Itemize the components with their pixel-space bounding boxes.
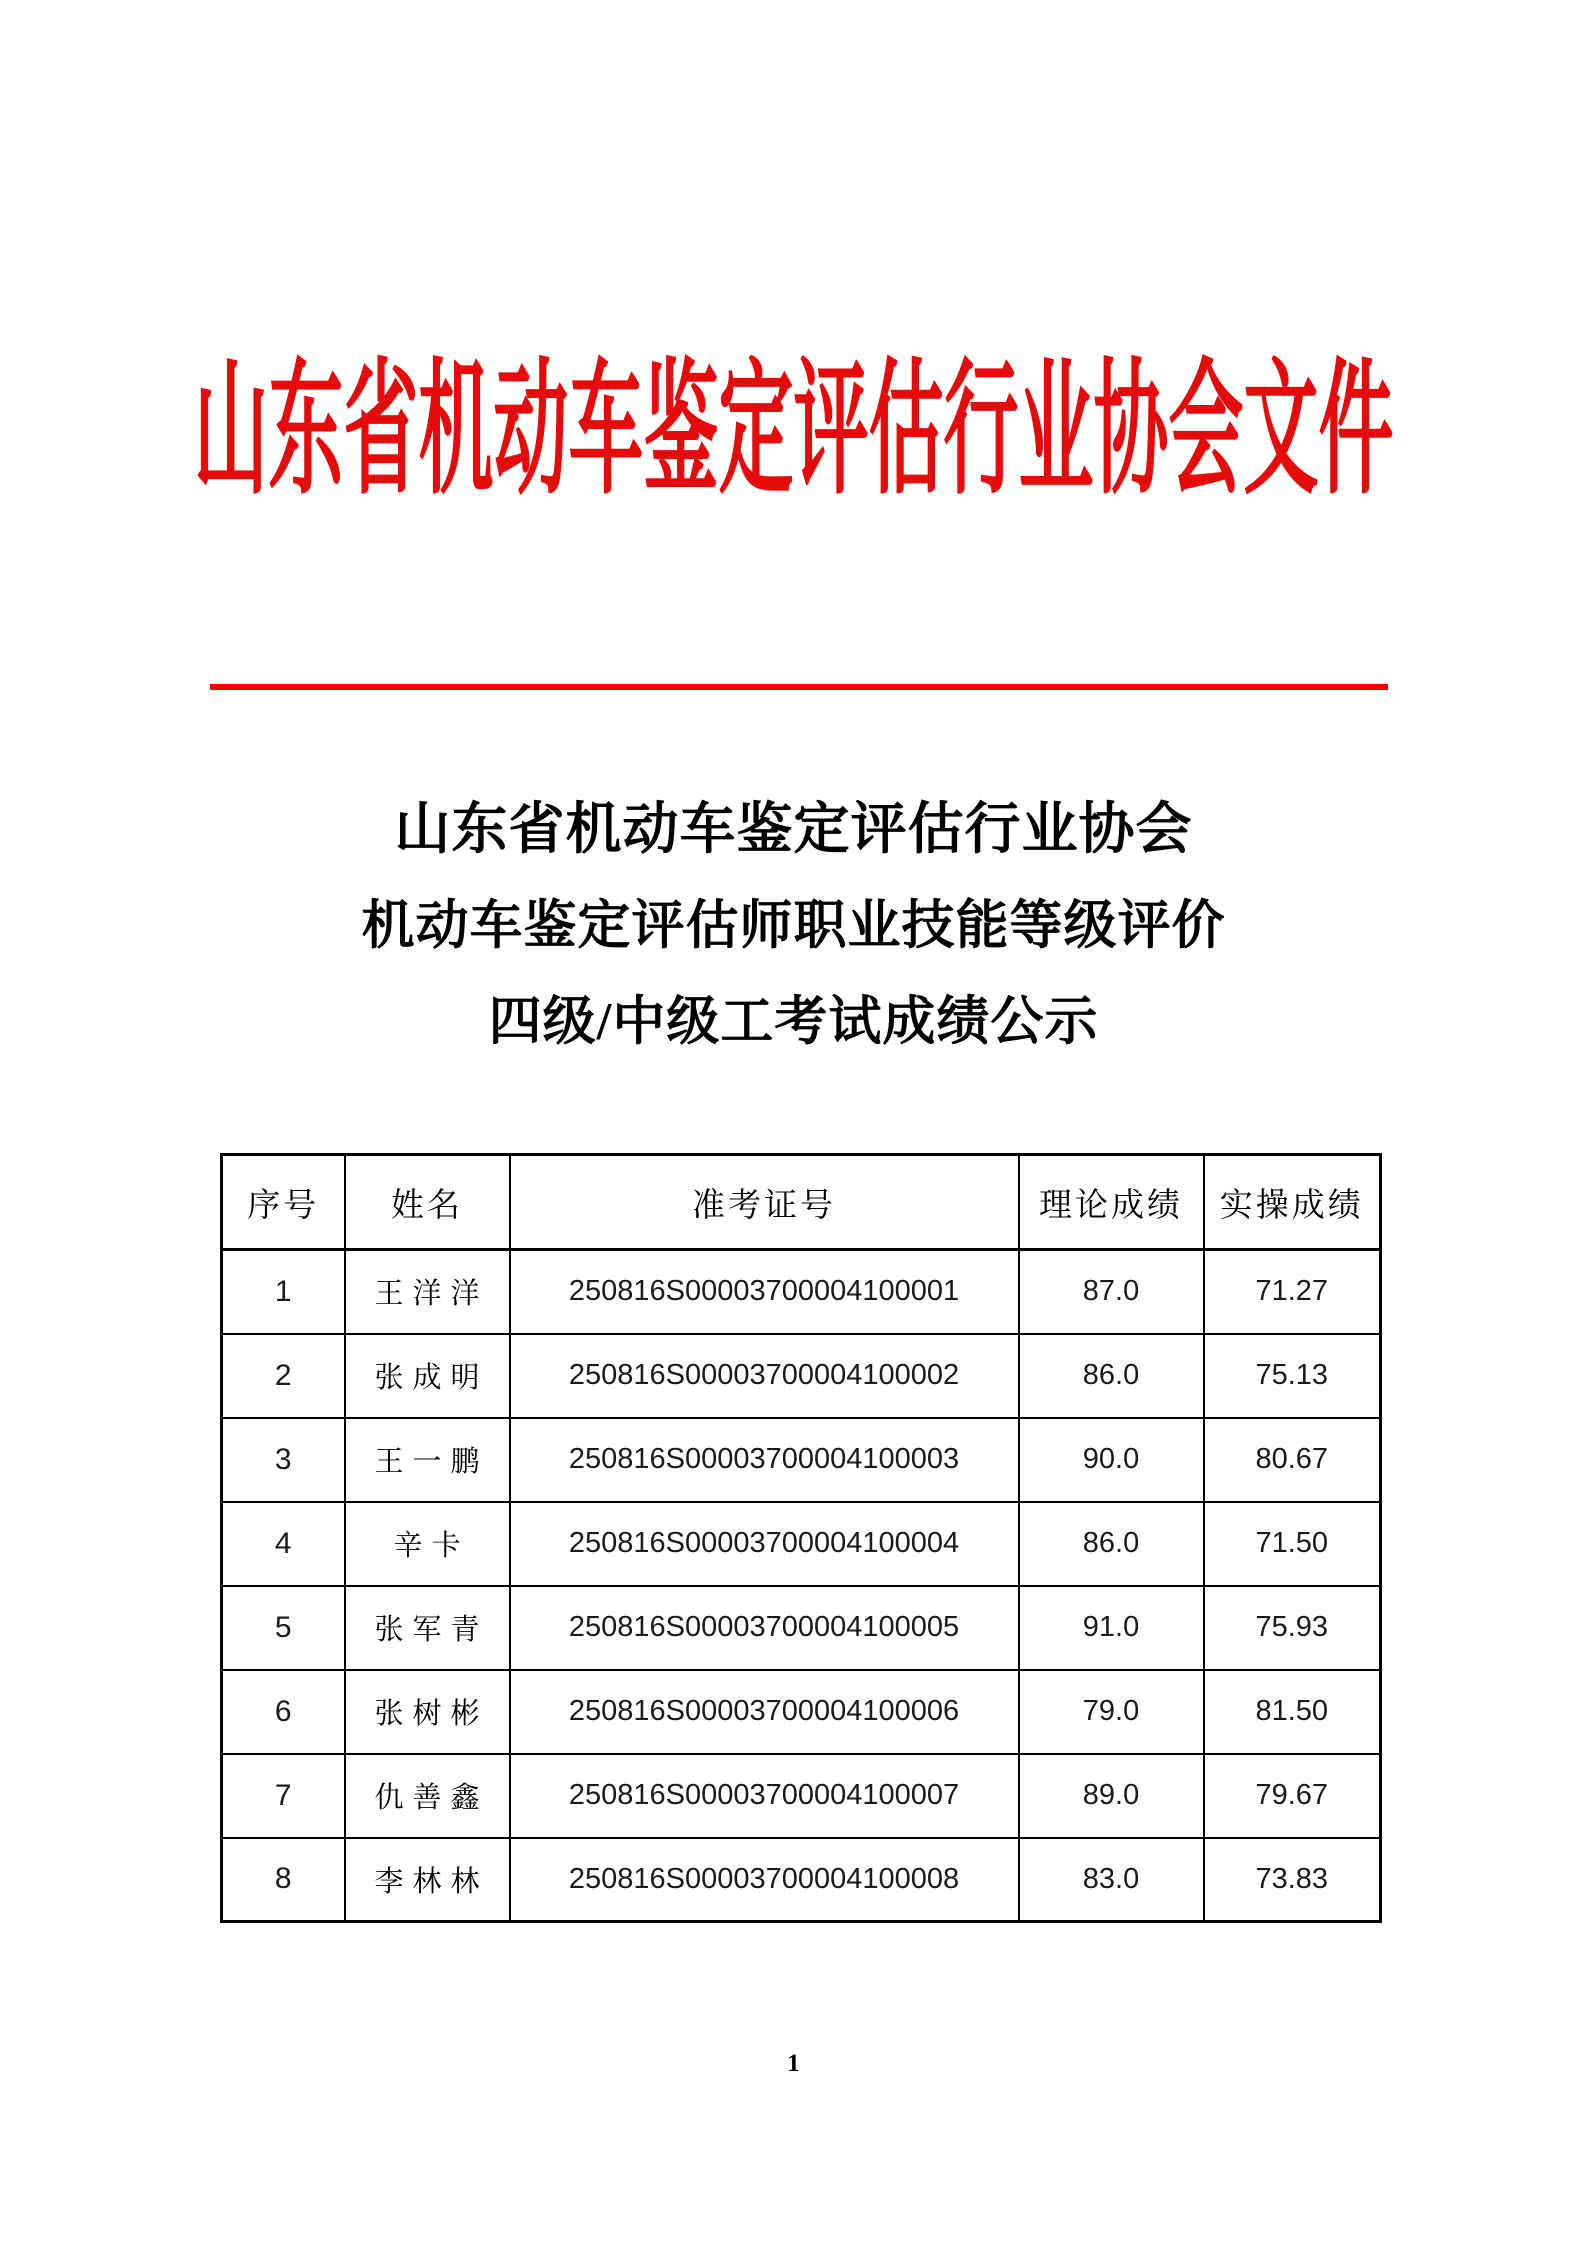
document-title-block [0,782,1587,1070]
cell-ticket-number: 250816S00003700004100006 [510,1670,1019,1754]
cell-serial: 3 [222,1418,345,1502]
cell-name: 张军青 [345,1586,510,1670]
results-table [220,1153,1382,1923]
cell-theory-score: 86.0 [1019,1502,1204,1586]
cell-name: 王洋洋 [345,1250,510,1334]
cell-practical-score: 80.67 [1204,1418,1381,1502]
table-row [222,1586,1381,1670]
cell-theory-score: 83.0 [1019,1838,1204,1922]
cell-serial: 4 [222,1502,345,1586]
red-separator-line [210,684,1388,690]
table-header-row [222,1155,1381,1250]
header-name: 姓名 [345,1155,510,1250]
cell-ticket-number: 250816S00003700004100005 [510,1586,1019,1670]
title-association: 山东省机动车鉴定评估行业协会 [394,799,1193,861]
cell-practical-score: 81.50 [1204,1670,1381,1754]
cell-practical-score: 79.67 [1204,1754,1381,1838]
cell-name: 王一鹏 [345,1418,510,1502]
cell-name: 张树彬 [345,1670,510,1754]
cell-theory-score: 89.0 [1019,1754,1204,1838]
cell-theory-score: 91.0 [1019,1586,1204,1670]
page-number: 1 [787,2050,800,2077]
cell-name: 辛卡 [345,1502,510,1586]
table-row [222,1670,1381,1754]
cell-serial: 8 [222,1838,345,1922]
table-row [222,1502,1381,1586]
cell-ticket-number: 250816S00003700004100007 [510,1754,1019,1838]
cell-ticket-number: 250816S00003700004100003 [510,1418,1019,1502]
header-ticket-number: 准考证号 [510,1155,1019,1250]
title-evaluation: 机动车鉴定评估师职业技能等级评价 [361,897,1226,955]
cell-practical-score: 73.83 [1204,1838,1381,1922]
cell-serial: 7 [222,1754,345,1838]
cell-theory-score: 90.0 [1019,1418,1204,1502]
header-serial: 序号 [222,1155,345,1250]
cell-serial: 1 [222,1250,345,1334]
table-row [222,1418,1381,1502]
cell-theory-score: 86.0 [1019,1334,1204,1418]
table-row [222,1838,1381,1922]
cell-practical-score: 75.13 [1204,1334,1381,1418]
cell-serial: 5 [222,1586,345,1670]
cell-practical-score: 71.27 [1204,1250,1381,1334]
cell-serial: 6 [222,1670,345,1754]
cell-ticket-number: 250816S00003700004100004 [510,1502,1019,1586]
table-row [222,1334,1381,1418]
header-theory-score: 理论成绩 [1019,1155,1204,1250]
cell-theory-score: 87.0 [1019,1250,1204,1334]
cell-ticket-number: 250816S00003700004100001 [510,1250,1019,1334]
cell-ticket-number: 250816S00003700004100002 [510,1334,1019,1418]
title-exam-results: 四级/中级工考试成绩公示 [488,993,1099,1051]
cell-ticket-number: 250816S00003700004100008 [510,1838,1019,1922]
cell-theory-score: 79.0 [1019,1670,1204,1754]
cell-serial: 2 [222,1334,345,1418]
cell-name: 仇善鑫 [345,1754,510,1838]
table-row [222,1754,1381,1838]
table-row [222,1250,1381,1334]
letterhead-title-text: 山东省机动车鉴定评估行业协会文件 [193,351,1394,513]
cell-practical-score: 71.50 [1204,1502,1381,1586]
letterhead-title [0,351,1587,513]
header-practical-score: 实操成绩 [1204,1155,1381,1250]
cell-practical-score: 75.93 [1204,1586,1381,1670]
cell-name: 李林林 [345,1838,510,1922]
cell-name: 张成明 [345,1334,510,1418]
